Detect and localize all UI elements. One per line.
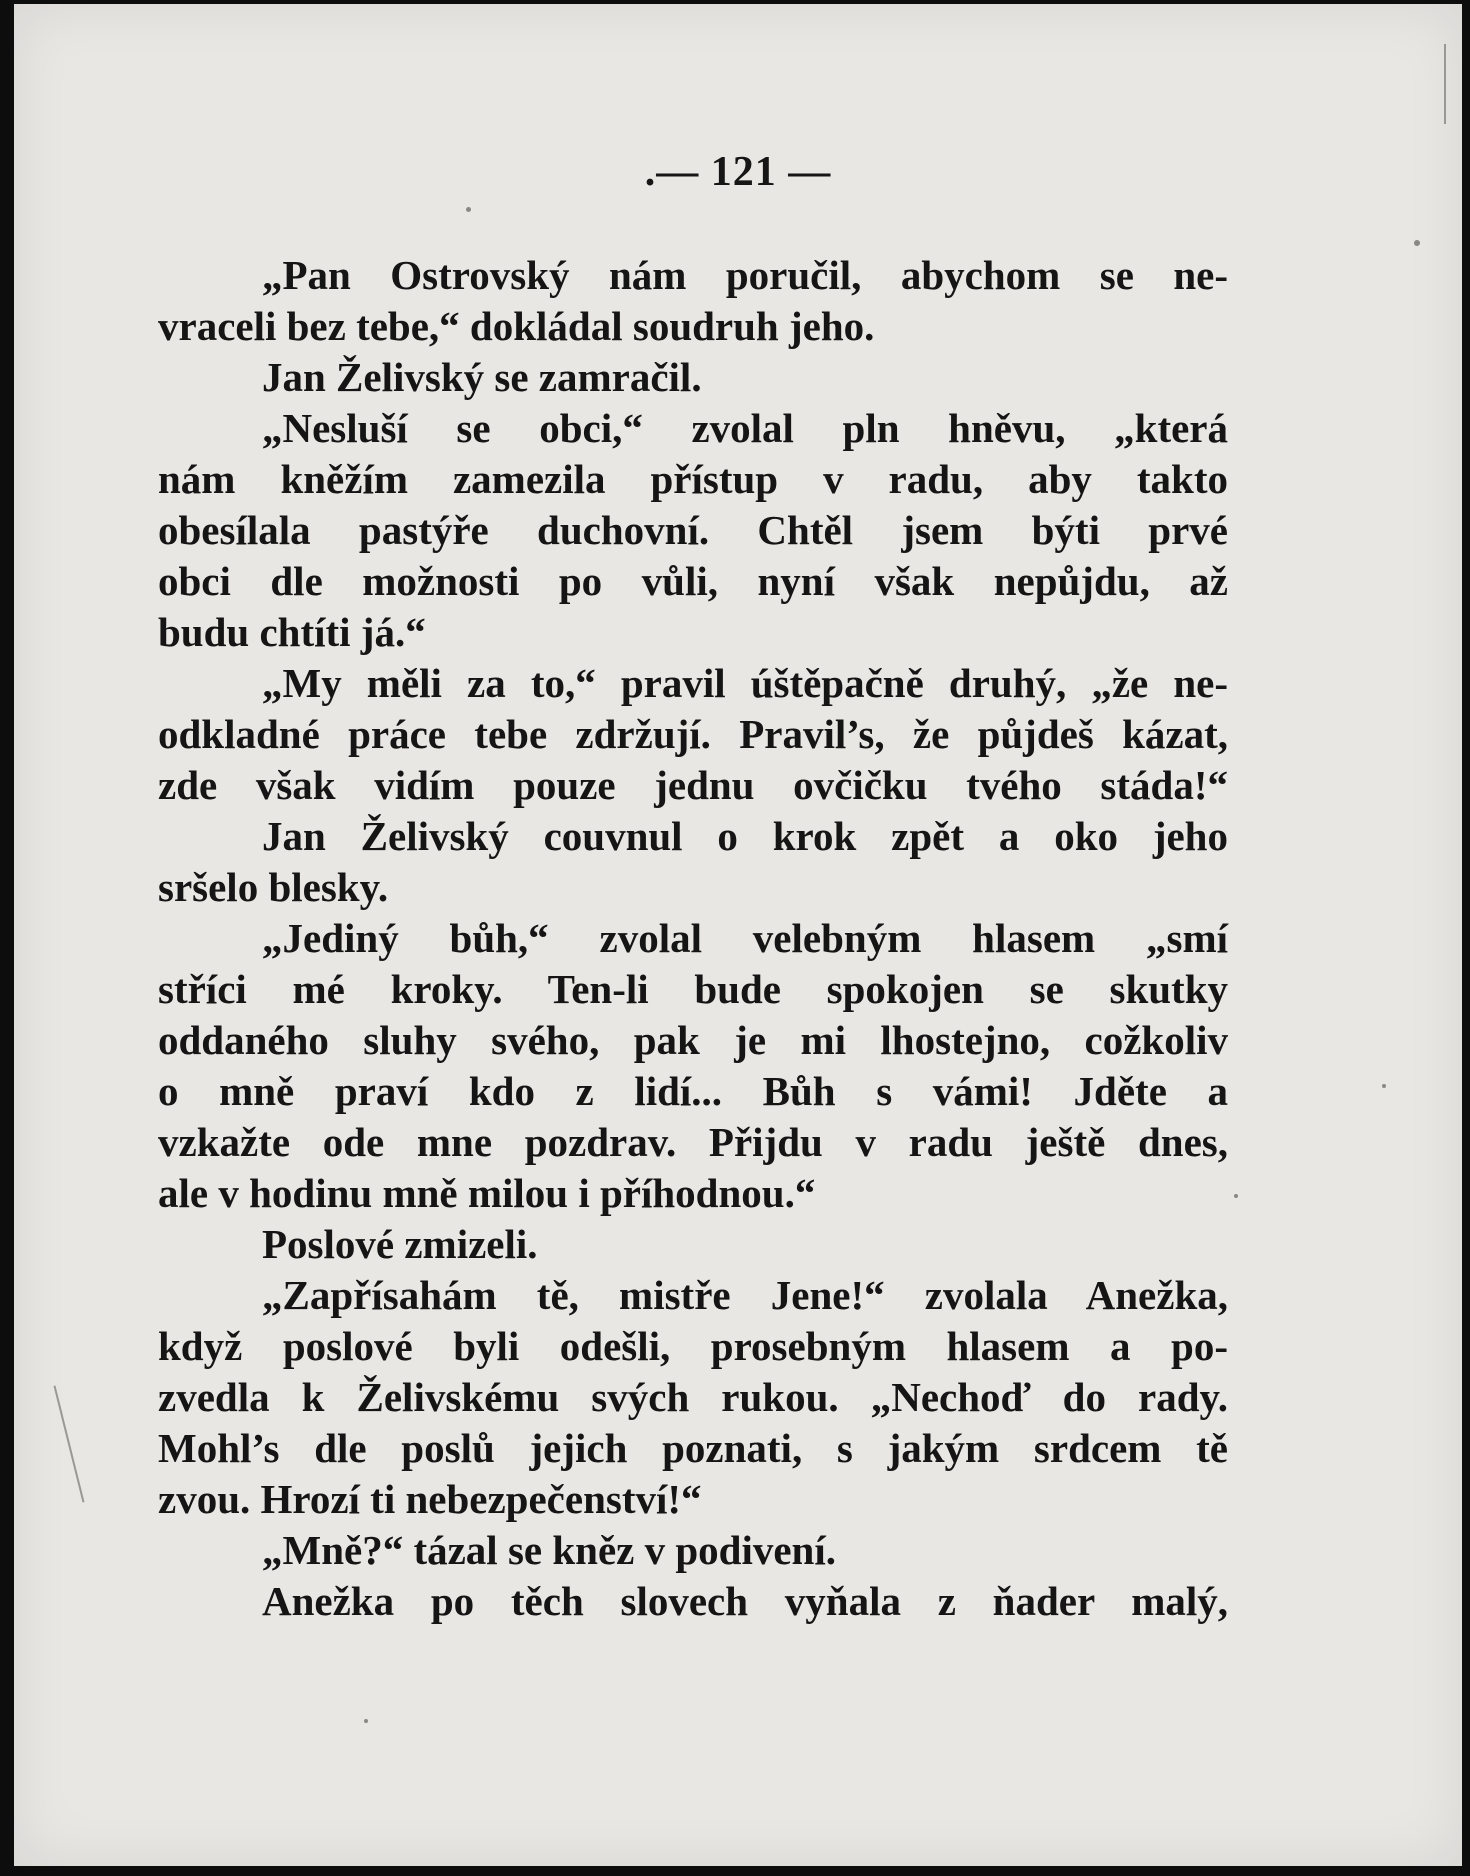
text-line: „Jediný bůh,“ zvolal velebným hlasem „smí	[262, 915, 1228, 961]
text-line: obesílala pastýře duchovní. Chtěl jsem býti prvé	[158, 507, 1228, 553]
page-number: .— 121 —	[644, 149, 832, 195]
text-line: zde však vidím pouze jednu ovčičku tvého stáda!“	[158, 762, 1228, 808]
text-line: „Zapřísahám tě, mistře Jene!“ zvolala Anežka,	[262, 1272, 1228, 1318]
text-line: Poslové zmizeli.	[262, 1221, 538, 1267]
text-line: nám kněžím zamezila přístup v radu, aby takto	[158, 456, 1228, 502]
text-line: budu chtíti já.“	[158, 609, 426, 655]
edge-scratch	[54, 1386, 85, 1503]
body-text	[158, 250, 1228, 1627]
paper-speck	[364, 1719, 368, 1723]
text-line: Jan Želivský se zamračil.	[262, 354, 702, 400]
text-line: o mně praví kdo z lidí... Bůh s vámi! Jděte a	[158, 1068, 1228, 1114]
text-line: „Nesluší se obci,“ zvolal pln hněvu, „která	[262, 405, 1228, 451]
text-line: oddaného sluhy svého, pak je mi lhostejno, cožkoliv	[158, 1017, 1228, 1063]
text-line: „Pan Ostrovský nám poručil, abychom se ne-	[262, 252, 1228, 298]
text-line: zvedla k Želivskému svých rukou. „Nechoď do rady.	[158, 1374, 1228, 1420]
paper-speck	[1414, 240, 1420, 246]
text-line: zvou. Hrozí ti nebezpečenství!“	[158, 1476, 702, 1522]
text-line: stříci mé kroky. Ten-li bude spokojen se skutky	[158, 966, 1228, 1012]
text-line: obci dle možnosti po vůli, nyní však nepůjdu, až	[158, 558, 1228, 604]
paper-speck	[1234, 1194, 1238, 1198]
text-line: Jan Želivský couvnul o krok zpět a oko jeho	[262, 813, 1228, 859]
paper-speck	[466, 207, 471, 212]
book-page	[14, 4, 1462, 1866]
text-line: sršelo blesky.	[158, 864, 389, 910]
text-line: když poslové byli odešli, prosebným hlasem a po-	[158, 1323, 1228, 1369]
text-line: vraceli bez tebe,“ dokládal soudruh jeho.	[158, 303, 875, 349]
text-line: Mohl’s dle poslů jejich poznati, s jakým srdcem tě	[158, 1425, 1228, 1471]
text-line: odkladné práce tebe zdržují. Pravil’s, že půjdeš kázat,	[158, 711, 1228, 757]
edge-scratch	[1444, 44, 1446, 124]
text-line: Anežka po těch slovech vyňala z ňader malý,	[262, 1578, 1228, 1624]
text-line: „Mně?“ tázal se kněz v podivení.	[262, 1527, 836, 1573]
text-line: vzkažte ode mne pozdrav. Přijdu v radu ještě dnes,	[158, 1119, 1228, 1165]
text-line: ale v hodinu mně milou i příhodnou.“	[158, 1170, 816, 1216]
paper-speck	[1382, 1084, 1386, 1088]
text-line: „My měli za to,“ pravil úštěpačně druhý, „že ne-	[262, 660, 1228, 706]
